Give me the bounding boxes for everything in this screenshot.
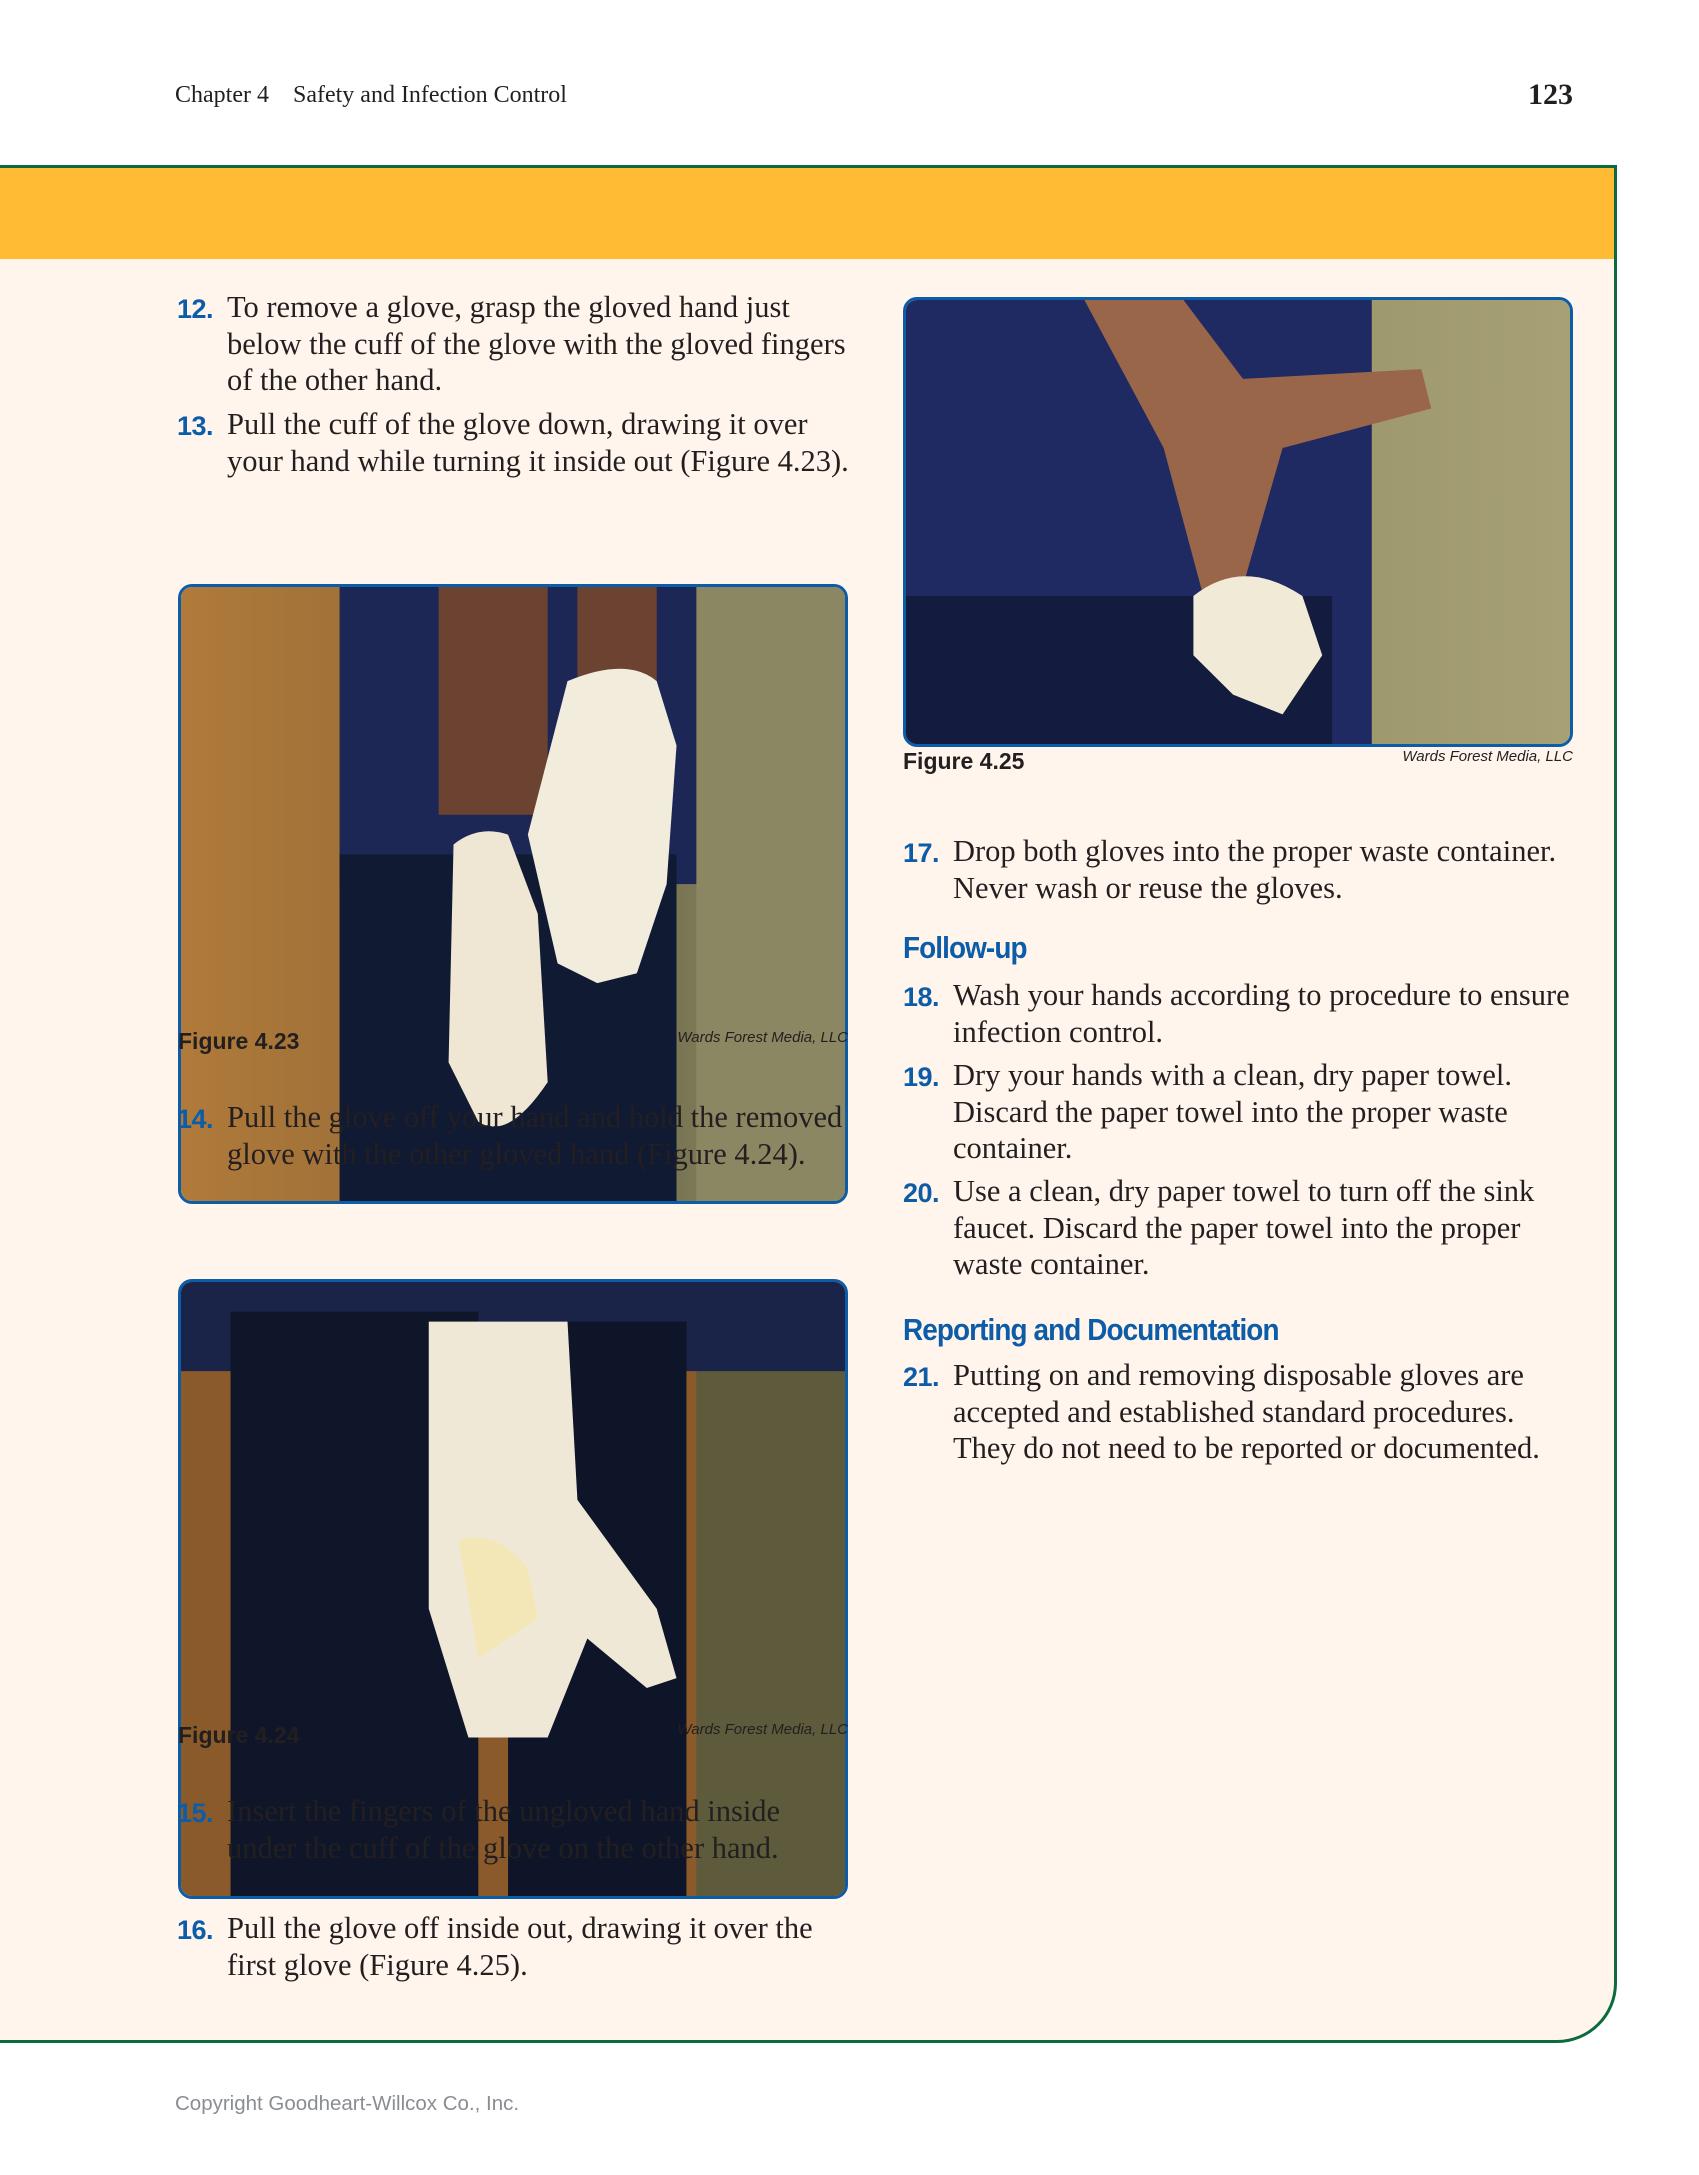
page-number: 123 bbox=[1528, 78, 1573, 111]
figure-4-24-credit: Wards Forest Media, LLC bbox=[677, 1721, 848, 1738]
step-number: 14. bbox=[177, 1104, 214, 1134]
step-14 bbox=[177, 1099, 857, 1172]
figure-4-24-label: Figure 4.24 bbox=[178, 1722, 300, 1748]
step-number: 16. bbox=[177, 1915, 214, 1945]
step-16 bbox=[177, 1910, 857, 1983]
figure-4-25-credit: Wards Forest Media, LLC bbox=[1402, 748, 1573, 765]
step-text: To remove a glove, grasp the gloved hand just below the cuff of the glove with the gloved fingers of the other hand. bbox=[227, 290, 846, 397]
step-text: Wash your hands according to procedure to ensure infection control. bbox=[953, 978, 1570, 1049]
step-18 bbox=[903, 977, 1583, 1050]
figure-4-23-credit: Wards Forest Media, LLC bbox=[677, 1029, 848, 1046]
step-12 bbox=[177, 289, 857, 399]
step-text: Pull the glove off inside out, drawing it over the first glove (Figure 4.25). bbox=[227, 1911, 813, 1982]
step-text: Insert the fingers of the ungloved hand inside under the cuff of the glove on the other hand. bbox=[227, 1794, 781, 1865]
step-number: 17. bbox=[903, 838, 940, 868]
step-15 bbox=[177, 1793, 857, 1866]
step-number: 20. bbox=[903, 1178, 940, 1208]
step-text: Dry your hands with a clean, dry paper towel. Discard the paper towel into the proper waste container. bbox=[953, 1058, 1512, 1165]
panel-header-band bbox=[0, 168, 1614, 259]
figure-4-25-label: Figure 4.25 bbox=[903, 748, 1025, 774]
step-number: 19. bbox=[903, 1062, 940, 1092]
step-number: 15. bbox=[177, 1798, 214, 1828]
step-21 bbox=[903, 1357, 1583, 1467]
heading-follow-up: Follow-up bbox=[903, 930, 1027, 965]
step-text: Pull the cuff of the glove down, drawing it over your hand while turning it inside out (Figure 4.23). bbox=[227, 407, 849, 478]
heading-reporting-documentation: Reporting and Documentation bbox=[903, 1312, 1279, 1347]
step-text: Use a clean, dry paper towel to turn off the sink faucet. Discard the paper towel into the proper waste container. bbox=[953, 1174, 1535, 1281]
step-text: Drop both gloves into the proper waste container. Never wash or reuse the gloves. bbox=[953, 834, 1557, 905]
step-text: Pull the glove off your hand and hold the removed glove with the other gloved hand (Figure 4.24). bbox=[227, 1100, 843, 1171]
step-number: 12. bbox=[177, 294, 214, 324]
step-number: 13. bbox=[177, 411, 214, 441]
running-head: Chapter 4 Safety and Infection Control bbox=[175, 82, 567, 108]
step-number: 21. bbox=[903, 1362, 940, 1392]
step-19 bbox=[903, 1057, 1583, 1167]
step-text: Putting on and removing disposable gloves are accepted and established standard procedures. They do not need to be reported or documented. bbox=[953, 1358, 1540, 1465]
copyright-notice: Copyright Goodheart-Willcox Co., Inc. bbox=[175, 2092, 520, 2115]
step-13 bbox=[177, 406, 857, 479]
step-number: 18. bbox=[903, 982, 940, 1012]
figure-4-25-image bbox=[903, 297, 1573, 747]
step-17 bbox=[903, 833, 1583, 906]
figure-4-23-label: Figure 4.23 bbox=[178, 1028, 300, 1054]
step-20 bbox=[903, 1173, 1583, 1283]
photo-glove-inside-out-icon bbox=[906, 300, 1570, 744]
